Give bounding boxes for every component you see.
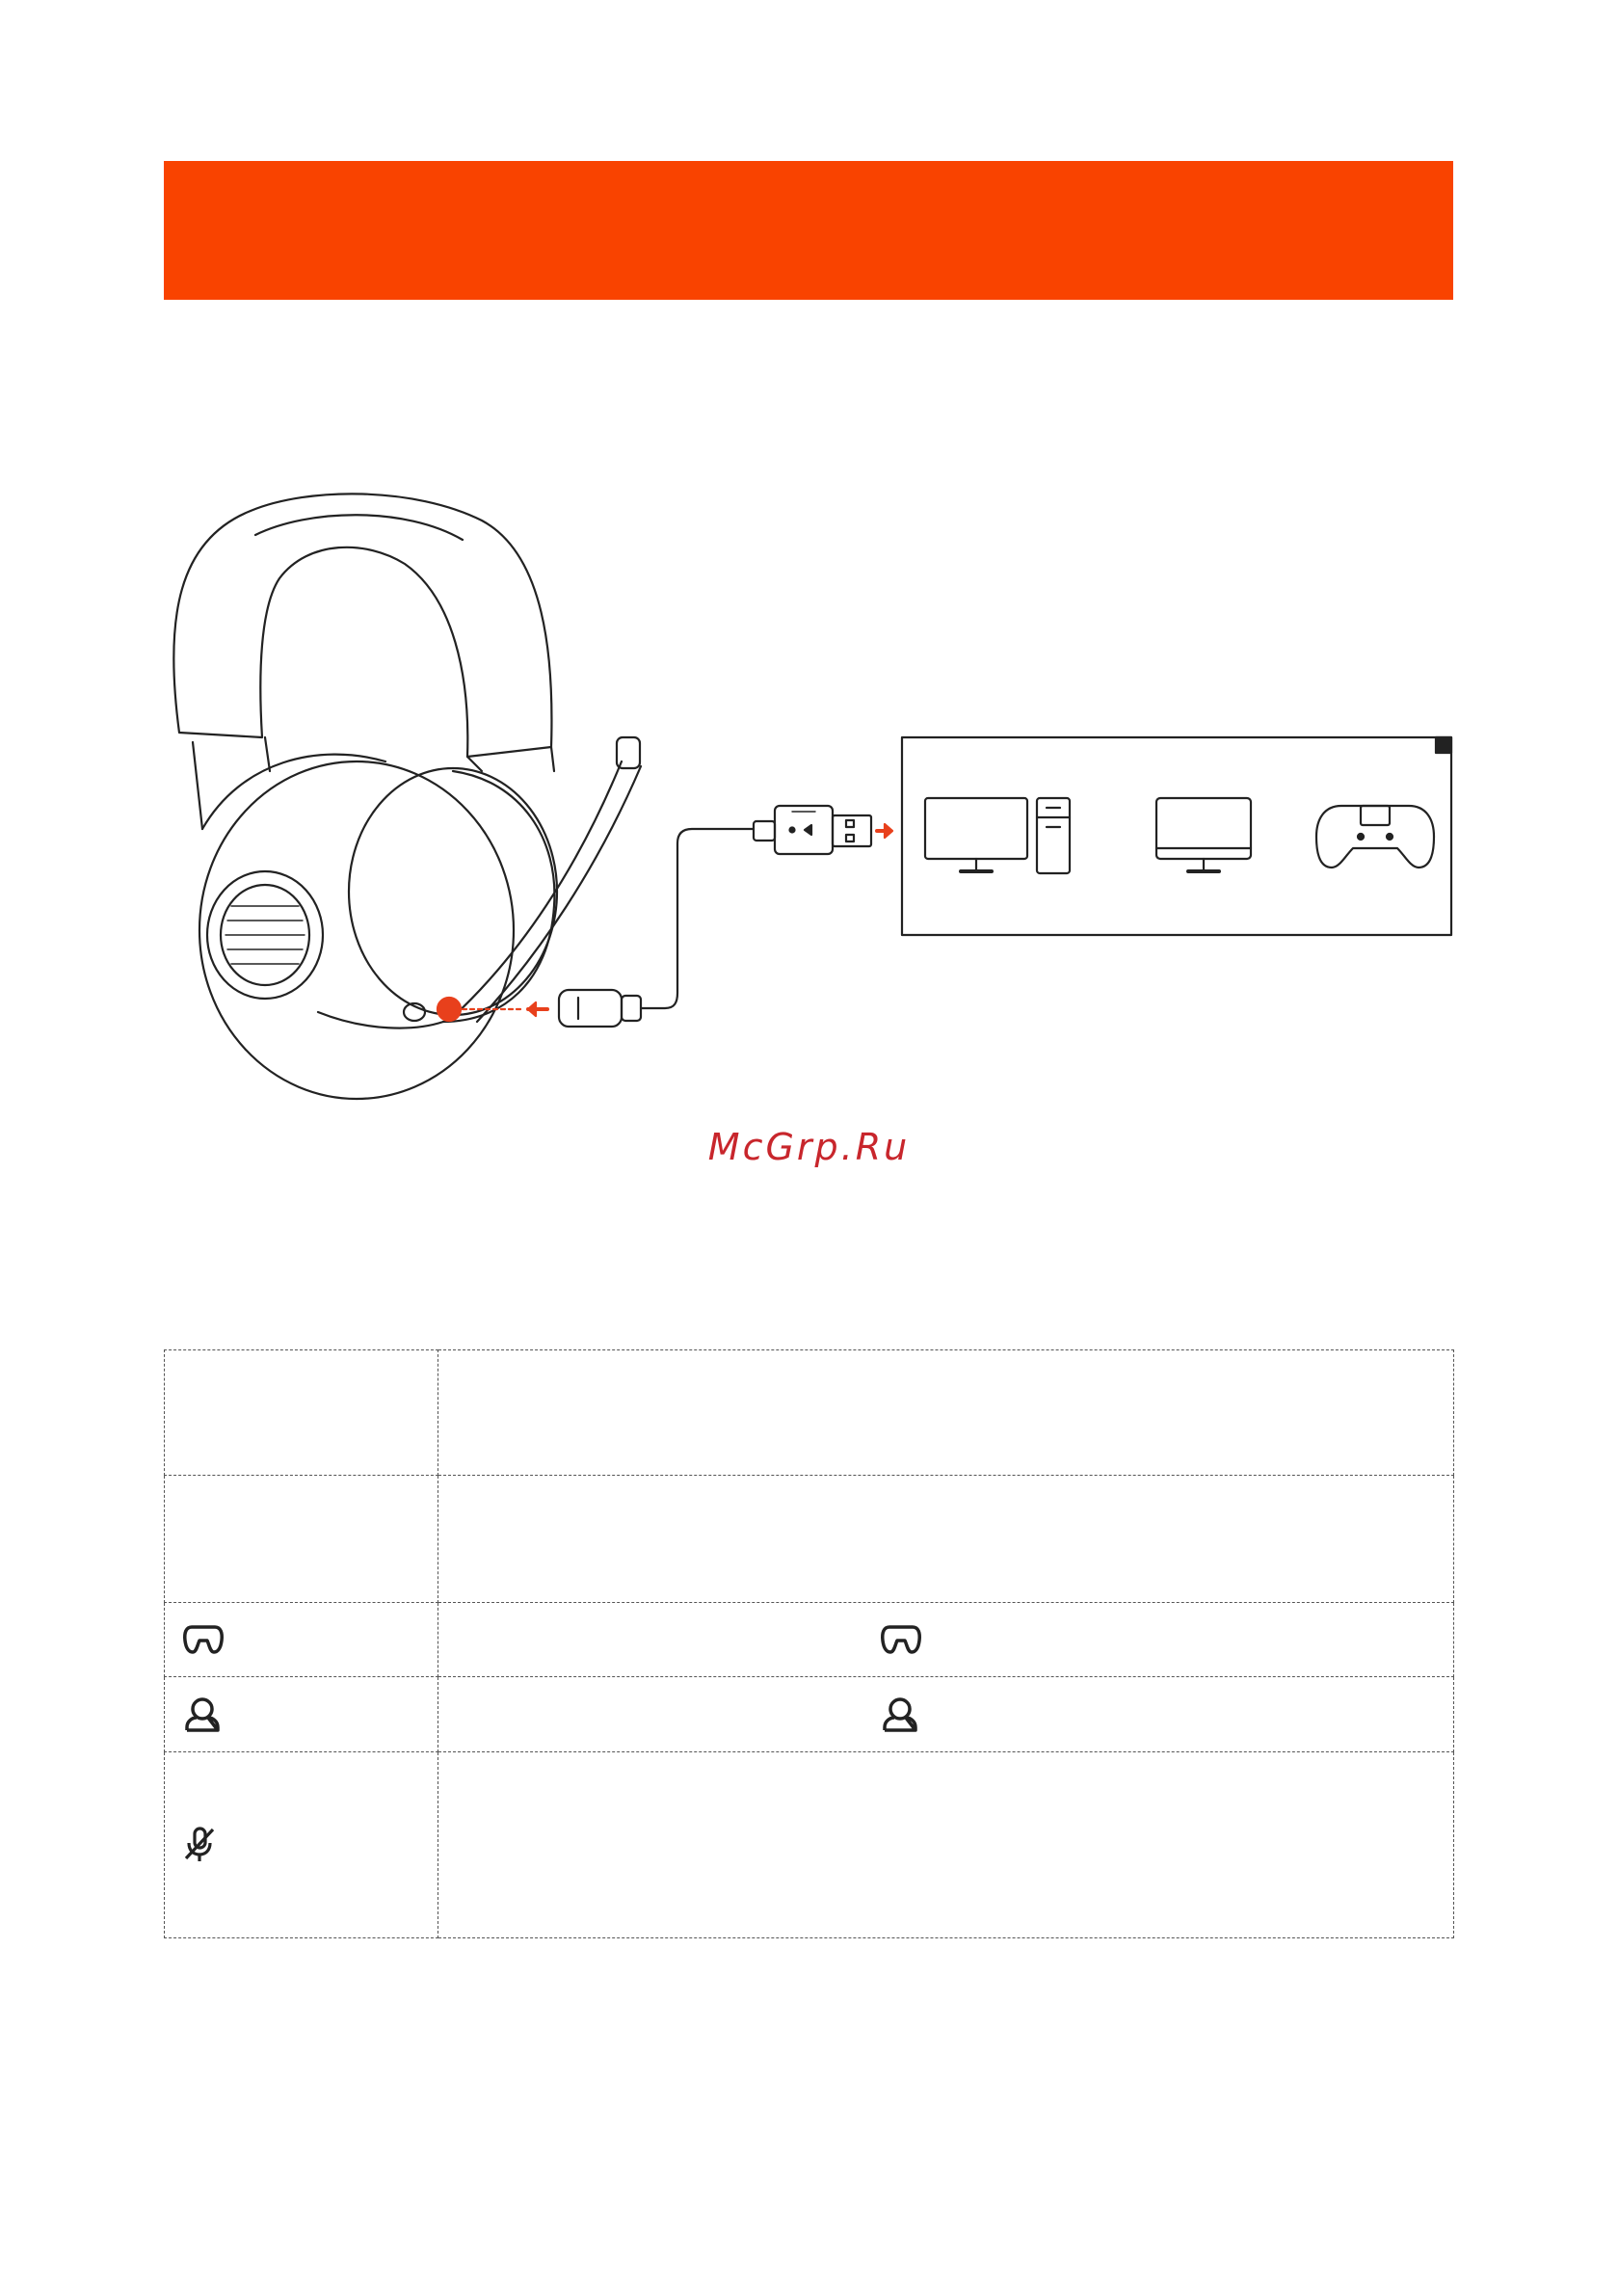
table-cell [165, 1476, 438, 1603]
table-row [165, 1677, 1454, 1752]
connection-illustration [0, 0, 1618, 1118]
headset-icon [173, 494, 641, 1099]
table-cell [165, 1350, 438, 1476]
controls-table [164, 1349, 1454, 1938]
chat-user-icon [880, 1696, 920, 1733]
tower-icon [1037, 798, 1070, 873]
game-controller-icon [1316, 806, 1434, 868]
table-cell [438, 1350, 1454, 1476]
game-controller-icon [880, 1623, 922, 1656]
usb-c-plug-icon [559, 990, 641, 1027]
usb-a-plug-icon [754, 806, 871, 854]
table-cell [165, 1752, 438, 1938]
table-cell [438, 1677, 1454, 1752]
mic-mute-icon [182, 1826, 217, 1864]
table-cell [165, 1603, 438, 1677]
chat-user-icon [182, 1696, 223, 1733]
table-row [165, 1476, 1454, 1603]
table-row [165, 1752, 1454, 1938]
table-cell [165, 1677, 438, 1752]
desktop-pc-icon [925, 798, 1027, 871]
game-controller-icon [182, 1623, 225, 1656]
table-cell [438, 1476, 1454, 1603]
table-cell [438, 1603, 1454, 1677]
watermark: McGrp.Ru [707, 1126, 911, 1168]
table-cell [438, 1752, 1454, 1938]
monitor-icon [1156, 798, 1251, 871]
table-row [165, 1603, 1454, 1677]
table-row [165, 1350, 1454, 1476]
